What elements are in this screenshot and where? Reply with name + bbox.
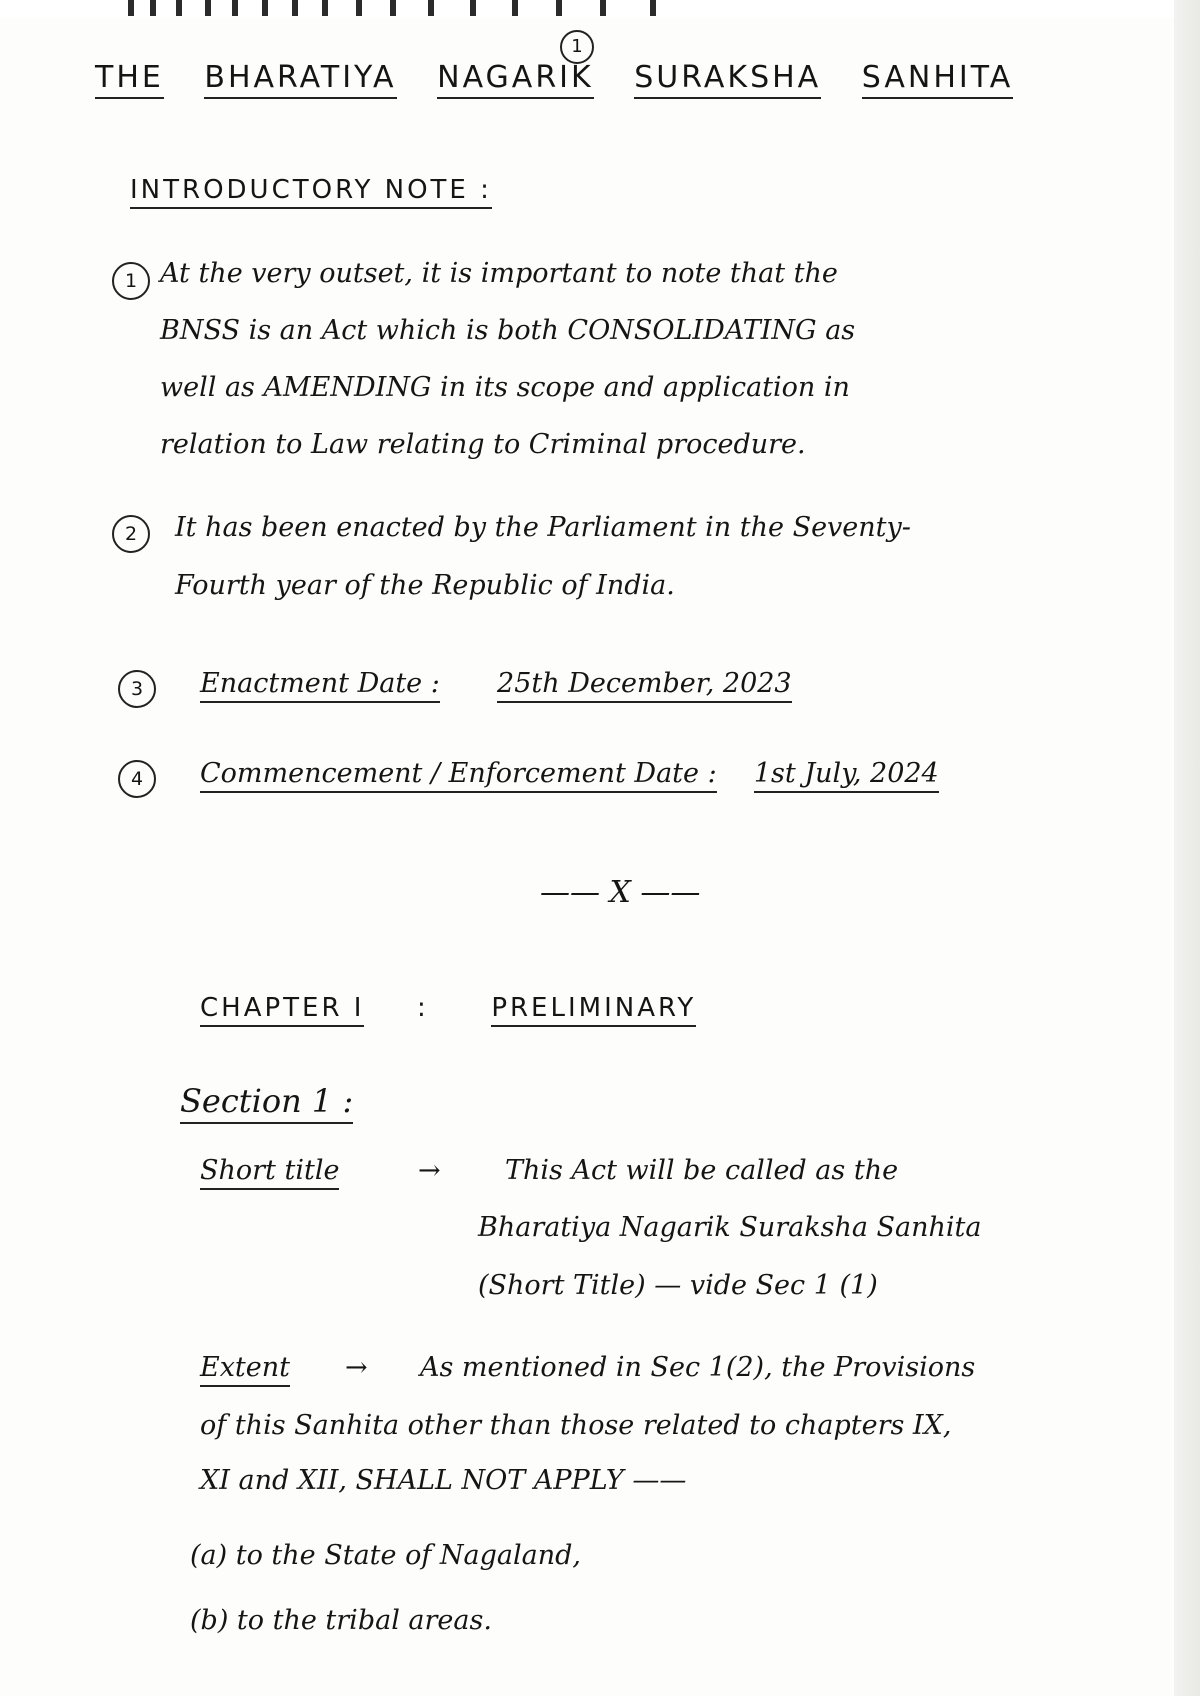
binding-mark (650, 0, 656, 16)
chapter-colon: : (417, 993, 429, 1023)
binding-mark (512, 0, 518, 16)
page-number: 1 (560, 30, 594, 64)
paper-edge-shadow (1174, 0, 1200, 1696)
enactment-date-value: 25th December, 2023 (497, 668, 792, 703)
binding-mark (390, 0, 396, 16)
enactment-date-row (200, 668, 792, 699)
note-line: relation to Law relating to Criminal procedure. (160, 429, 806, 460)
binding-mark (556, 0, 562, 16)
commencement-date-label: Commencement / Enforcement Date : (200, 758, 717, 793)
separator: —— X —— (540, 875, 701, 910)
arrow: → (345, 1352, 368, 1383)
binding-mark (176, 0, 182, 16)
torn-top-edge (0, 0, 1200, 18)
extent-line: XI and XII, SHALL NOT APPLY —— (200, 1465, 687, 1496)
point-number: 1 (112, 262, 150, 300)
note-line: It has been enacted by the Parliament in the Seventy- (175, 512, 911, 543)
extent-line: of this Sanhita other than those related to chapters IX, (200, 1410, 952, 1441)
binding-mark (262, 0, 268, 16)
commencement-date-value: 1st July, 2024 (754, 758, 939, 793)
binding-mark (292, 0, 298, 16)
note-line: At the very outset, it is important to note that the (160, 258, 838, 289)
title-word: SURAKSHA (634, 60, 821, 99)
binding-mark (232, 0, 238, 16)
binding-mark (205, 0, 211, 16)
short-title-label: Short title (200, 1155, 339, 1190)
short-title-line: Bharatiya Nagarik Suraksha Sanhita (478, 1212, 982, 1243)
binding-mark (600, 0, 606, 16)
point-number: 4 (118, 760, 156, 798)
extent-line: As mentioned in Sec 1(2), the Provisions (420, 1352, 976, 1383)
arrow: → (418, 1155, 441, 1186)
intro-heading: INTRODUCTORY NOTE : (130, 175, 492, 209)
binding-mark (428, 0, 434, 16)
binding-mark (470, 0, 476, 16)
note-line: Fourth year of the Republic of India. (175, 570, 675, 601)
note-line: well as AMENDING in its scope and application in (160, 372, 850, 403)
short-title-line: This Act will be called as the (505, 1155, 899, 1186)
title-word: THE (95, 60, 164, 99)
binding-mark (322, 0, 328, 16)
chapter-title: PRELIMINARY (491, 993, 696, 1027)
chapter-heading (200, 993, 696, 1023)
note-line: BNSS is an Act which is both CONSOLIDATING as (160, 315, 856, 346)
chapter-label: CHAPTER I (200, 993, 364, 1027)
extent-label: Extent (200, 1352, 290, 1387)
commencement-date-row (200, 758, 939, 789)
point-number: 2 (112, 515, 150, 553)
title-word: BHARATIYA (204, 60, 396, 99)
binding-mark (356, 0, 362, 16)
point-number: 3 (118, 670, 156, 708)
list-item: (a) to the State of Nagaland, (190, 1540, 582, 1571)
section-heading: Section 1 : (180, 1082, 353, 1124)
page-title (95, 60, 1041, 95)
binding-mark (128, 0, 134, 16)
short-title-line: (Short Title) — vide Sec 1 (1) (478, 1270, 878, 1301)
list-item: (b) to the tribal areas. (190, 1605, 492, 1636)
title-word: SANHITA (862, 60, 1014, 99)
binding-mark (150, 0, 156, 16)
title-word: NAGARIK (437, 60, 594, 99)
enactment-date-label: Enactment Date : (200, 668, 440, 703)
